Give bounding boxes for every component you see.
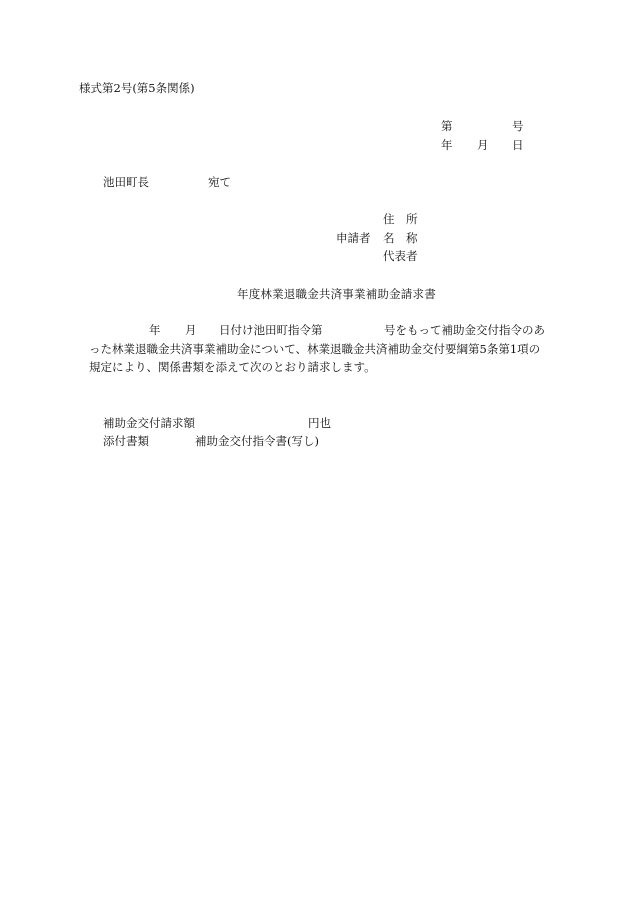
addressee-name: 池田町長 bbox=[103, 175, 149, 189]
attachments-label: 添付書類 bbox=[103, 434, 149, 448]
body-year: 年 bbox=[149, 323, 161, 337]
applicant-role-label: 申請者 bbox=[336, 231, 371, 245]
applicant-representative-label: 代表者 bbox=[383, 249, 418, 263]
body-line1-tail: 号をもって補助金交付指令のあ bbox=[384, 323, 545, 337]
body-line1-mid: 日付け池田町指令第 bbox=[219, 323, 323, 337]
doc-date-month: 月 bbox=[477, 138, 489, 152]
amount-unit: 円也 bbox=[308, 416, 331, 430]
doc-date-year: 年 bbox=[441, 138, 453, 152]
doc-date-day: 日 bbox=[512, 138, 524, 152]
applicant-name-label: 名 称 bbox=[383, 231, 418, 245]
applicant-address-label: 住 所 bbox=[383, 212, 418, 226]
body-month: 月 bbox=[185, 323, 197, 337]
form-number-label: 様式第2号(第5条関係) bbox=[79, 81, 195, 95]
amount-label: 補助金交付請求額 bbox=[103, 416, 195, 430]
doc-number-prefix: 第 bbox=[441, 119, 453, 133]
body-line3: 規定により、関係書類を添えて次のとおり請求します。 bbox=[89, 360, 376, 374]
document-title: 年度林業退職金共済事業補助金請求書 bbox=[237, 287, 436, 301]
body-line2: った林業退職金共済事業補助金について、林業退職金共済補助金交付要綱第5条第1項の bbox=[89, 342, 541, 356]
addressee-suffix: 宛て bbox=[208, 175, 231, 189]
doc-number-suffix: 号 bbox=[512, 119, 524, 133]
attachments-value: 補助金交付指令書(写し) bbox=[195, 434, 319, 448]
